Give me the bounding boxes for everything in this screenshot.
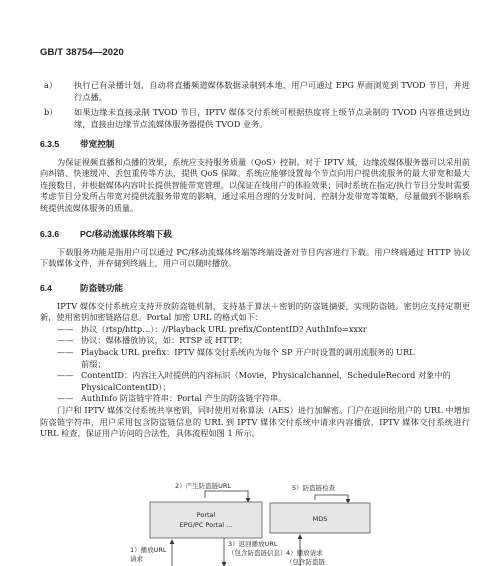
step-1-sublabel: 请求 <box>130 555 143 563</box>
format-text: ContentID：内容注入时提供的内容标识（Movie，Physicalchannel，ScheduleRecord 对象中的 <box>81 370 451 381</box>
list-text: 执行已有录播计划，自动将直播频道媒体数据录制到本地，用户可通过 EPG 界面浏览到 TVOD 节目，并进行点播。 <box>74 80 470 102</box>
section-heading <box>40 283 470 295</box>
section-title: 带宽控制 <box>80 139 115 149</box>
dash-marker: —— <box>57 370 74 381</box>
list-text: 如果边缘未直接录制 TVOD 节目，IPTV 媒体交付系统可根据热度将上级节点录制的 TVOD 内容推送到边缘，直接由边缘节点流媒体服务器提供 TVOD 业务。 <box>74 107 470 129</box>
section-title: PC/移动流媒体终端下载 <box>80 229 172 239</box>
section-heading <box>40 139 470 151</box>
section-6-3-5 <box>40 139 470 215</box>
section-body: 下载服务功能是指用户可以通过 PC/移动流媒体终端等终端设备对节目内容进行下载。用户终端通过 HTTP 协议下载媒体文件，并存储到终端上，用户可以随时播放。 <box>40 246 470 269</box>
format-continuation: 前缀； <box>81 358 106 369</box>
format-item <box>40 393 470 405</box>
section-title: 防盗链功能 <box>80 283 123 293</box>
format-item <box>40 335 470 347</box>
section-number: 6.3.5 <box>40 139 60 149</box>
dash-marker: —— <box>57 335 74 346</box>
portal-label: Portal <box>196 511 216 519</box>
portal-sublabel: EPG/PC Portal ... <box>179 521 233 529</box>
dash-marker: —— <box>57 346 74 357</box>
section-number: 6.4 <box>40 283 52 293</box>
list-marker: b） <box>44 107 58 118</box>
leech-check-loop-arrow <box>315 495 348 503</box>
format-item <box>40 347 470 359</box>
section-closing: 门户和 IPTV 媒体交付系统共享密钥，同时使用对称算法（AES）进行加解密。门户在返回给用户的 URL 中增加防盗链字符串，用户采用包含防盗链信息的 URL 到 IPTV 媒体交付系统中请求内容播放，IPTV 媒体交付系统进行 URL 检查，保证用户访问的合法性，具体流程如图 1 所示。 <box>40 404 470 439</box>
anti-leech-flow-diagram <box>0 478 500 566</box>
format-text: AuthInfo 防盗链字符串：Portal 产生的防盗链字符串。 <box>81 393 287 404</box>
step-3-sublabel: （包含防盗链信息） <box>228 549 287 557</box>
step-5-label: 5）防盗链检查 <box>292 484 336 492</box>
section-heading <box>40 229 470 241</box>
list-item <box>40 80 470 103</box>
format-continuation: PhysicalContentID）； <box>81 381 171 392</box>
generate-url-loop-arrow <box>205 491 248 502</box>
step-1-label: 1）播放URL <box>130 546 167 554</box>
portal-box <box>150 502 262 538</box>
format-item <box>40 324 470 336</box>
format-text: 协议：媒体播放协议，如：RTSP 或 HTTP； <box>81 335 248 346</box>
section-number: 6.3.6 <box>40 229 60 239</box>
format-item <box>40 370 470 382</box>
list-block <box>40 80 470 130</box>
dash-marker: —— <box>57 393 74 404</box>
step-4-sublabel: （包含防盗链 <box>286 558 325 566</box>
step-4-label: 4）播放请求 <box>286 549 323 557</box>
section-intro: IPTV 媒体交付系统应支持开放防盗链机制，支持基于算法＋密钥的防盗链摘要，实现防盗链。密钥应支持定期更新，使用密钥加密链路信息。Portal 加密 URL 的格式如下： <box>40 300 470 323</box>
section-6-3-6 <box>40 229 470 270</box>
mds-label: MDS <box>312 515 328 523</box>
step-2-label: 2）产生防盗链URL <box>175 482 232 490</box>
list-marker: a） <box>44 80 58 90</box>
dash-marker: —— <box>57 323 74 334</box>
format-text: 协议（rtsp/http…）：//Playback URL prefix/ContentID? AuthInfo=xxxr <box>81 323 367 334</box>
section-body: 为保证视频直播和点播的效果，系统应支持服务质量（QoS）控制。对于 IPTV 域，边缘流媒体服务器可以采用前向纠错、快速缓冲、丢包重传等方法，提供 QoS 保障。系统应能够设置每个节点向用户提供流服务的最大带宽和最大连接数目，并根据媒体内容时长提供智能带宽管理，以保证在线用户的体验效果；同时系统在指定/执行节目分发时需要考虑节目分发所占带宽对提供流服务带宽的影响，通过采用合理的分发时间、控制分发带宽等策略，尽量做到不影响系统提供流媒体服务的质量。 <box>40 156 470 213</box>
list-item <box>40 107 470 130</box>
step-3-label: 3）返回播放URL <box>228 540 278 548</box>
section-6-4 <box>40 283 470 440</box>
standard-header: GB/T 38754—2020 <box>40 47 124 58</box>
format-text: Playback URL prefix：IPTV 媒体交付系统内为每个 SP 开户时设置的调用流服务的 URL <box>81 346 415 357</box>
